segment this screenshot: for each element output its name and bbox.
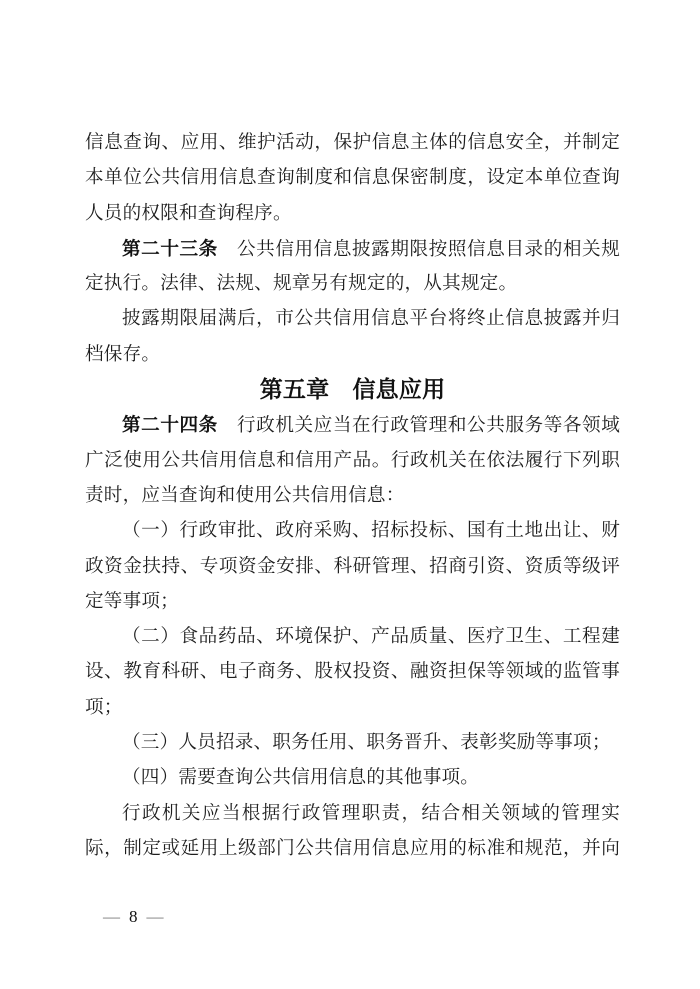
text-line: 政资金扶持、专项资金安排、科研管理、招商引资、资质等级评 <box>85 555 620 577</box>
text-line: 第二十三条 公共信用信息披露期限按照信息目录的相关规 <box>122 237 620 260</box>
footer-right-dash: — <box>146 907 164 926</box>
text-line: 定等事项； <box>85 590 179 612</box>
text-line: （三）人员招录、职务任用、职务晋升、表彰奖励等事项； <box>122 732 611 754</box>
text-line: 本单位公共信用信息查询制度和信息保密制度，设定本单位查询 <box>85 167 620 189</box>
text-line: （四）需要查询公共信用信息的其他事项。 <box>122 767 480 789</box>
document-body <box>85 125 620 866</box>
text-line: （二）食品药品、环境保护、产品质量、医疗卫生、工程建 <box>122 626 620 648</box>
text-line: 人员的权限和查询程序。 <box>85 202 292 224</box>
text-line: 披露期限届满后，市公共信用信息平台将终止信息披露并归 <box>122 308 620 330</box>
article-number: 第二十四条 <box>122 414 218 436</box>
text-line: 定执行。法律、法规、规章另有规定的，从其规定。 <box>85 273 518 295</box>
article-number: 第二十三条 <box>122 237 218 259</box>
page-footer <box>103 906 164 928</box>
text-line: 广泛使用公共信用信息和信用产品。行政机关在依法履行下列职 <box>85 449 620 471</box>
text-line: 责时，应当查询和使用公共信用信息： <box>85 484 405 506</box>
text-line: 第二十四条 行政机关应当在行政管理和公共服务等各领域 <box>122 414 620 437</box>
text-line: 际，制定或延用上级部门公共信用信息应用的标准和规范，并向 <box>85 837 620 859</box>
footer-left-dash: — <box>103 907 120 926</box>
text-line: 设、教育科研、电子商务、股权投资、融资担保等领域的监管事 <box>85 661 620 683</box>
text-line: （一）行政审批、政府采购、招标投标、国有土地出让、财 <box>122 520 620 542</box>
text-line: 行政机关应当根据行政管理职责，结合相关领域的管理实 <box>122 802 620 824</box>
text-line: 档保存。 <box>85 343 161 365</box>
page-number: 8 <box>129 907 138 926</box>
text-line: 项； <box>85 696 123 718</box>
chapter-heading: 第五章 信息应用 <box>259 376 446 403</box>
text-line: 信息查询、应用、维护活动，保护信息主体的信息安全，并制定 <box>85 132 620 153</box>
